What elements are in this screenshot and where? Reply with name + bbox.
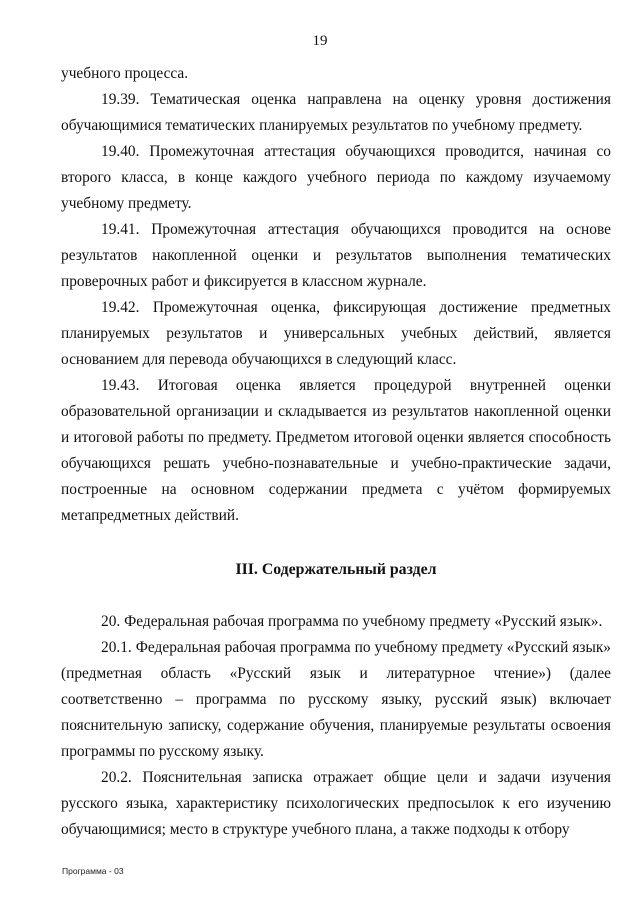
footer-label: Программа - 03: [62, 866, 124, 876]
paragraph-19-39: 19.39. Тематическая оценка направлена на оценку уровня достижения обучающимися тематических планируемых результатов по учебному предмету.: [61, 91, 611, 134]
paragraph-continuation: учебного процесса.: [61, 65, 189, 82]
paragraph-19-42: 19.42. Промежуточная оценка, фиксирующая достижение предметных планируемых результатов и универсальных учебных действий, является основанием для перевода обучающихся в следующий класс.: [61, 299, 611, 368]
document-body: [61, 61, 611, 843]
paragraph-20: 20. Федеральная рабочая программа по учебному предмету «Русский язык».: [101, 613, 603, 630]
page-number: 19: [312, 33, 328, 49]
paragraph-19-43: 19.43. Итоговая оценка является процедурой внутренней оценки образовательной организации и складывается из результатов накопленной оценки и итоговой работы по предмету. Предметом итоговой оценки является способность обучающихся решать учебно-познавательные и учебно-практические задачи, построенные на основном содержании предмета с учётом формируемых метапредметных действий.: [61, 377, 611, 524]
paragraph-19-41: 19.41. Промежуточная аттестация обучающихся проводится на основе результатов накопленной оценки и результатов выполнения тематических проверочных работ и фиксируется в классном журнале.: [61, 221, 611, 290]
paragraph-20-2: 20.2. Пояснительная записка отражает общие цели и задачи изучения русского языка, характеристику психологических предпосылок к его изучению обучающимися; место в структуре учебного плана, а также подходы к отбору: [61, 769, 611, 838]
paragraph-20-1: 20.1. Федеральная рабочая программа по учебному предмету «Русский язык» (предметная область «Русский язык и литературное чтение») (далее соответственно – программа по русскому языку, русский язык) включает пояснительную записку, содержание обучения, планируемые результаты освоения программы по русскому языку.: [61, 639, 611, 760]
section-heading: III. Содержательный раздел: [235, 561, 437, 578]
paragraph-19-40: 19.40. Промежуточная аттестация обучающихся проводится, начиная со второго класса, в конце каждого учебного периода по каждому изучаемому учебному предмету.: [61, 143, 611, 212]
